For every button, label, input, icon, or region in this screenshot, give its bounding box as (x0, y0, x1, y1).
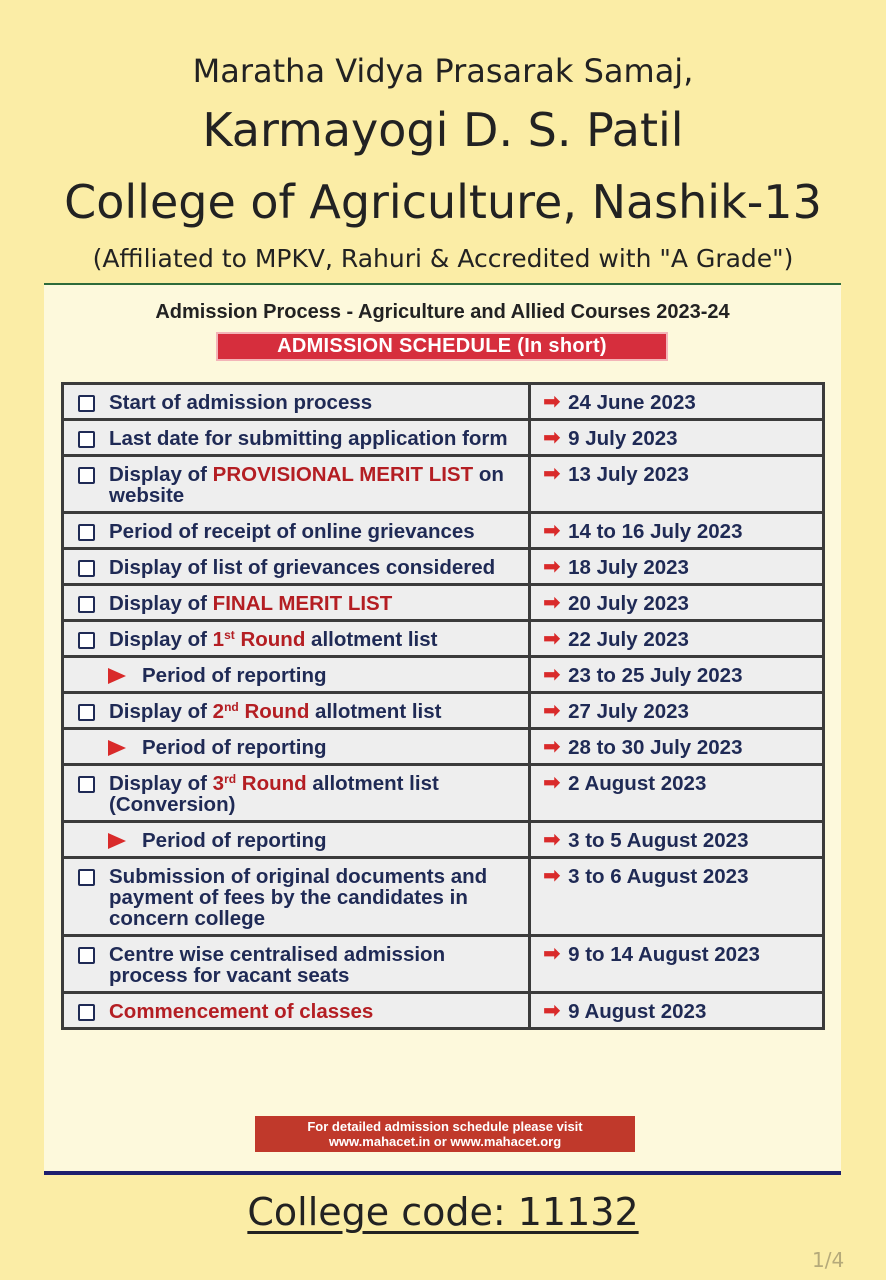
table-row (63, 420, 824, 456)
table-row (63, 621, 824, 657)
poster-title: Admission Process - Agriculture and Allied Courses 2023-24 (155, 301, 730, 323)
event-date: 3 to 6 August 2023 (568, 865, 749, 888)
arrow-icon: ➡ (543, 829, 561, 851)
event-date: 20 July 2023 (568, 592, 689, 615)
event-label: Last date for submitting application form (109, 427, 508, 450)
org-name: Maratha Vidya Prasarak Samaj, (192, 52, 694, 90)
checkbox-icon (78, 560, 95, 577)
table-row (63, 456, 824, 513)
arrow-icon: ➡ (543, 427, 561, 449)
event-label: Start of admission process (109, 391, 373, 414)
event-date: 13 July 2023 (568, 463, 689, 486)
event-date: 2 August 2023 (568, 772, 707, 795)
table-row (63, 936, 824, 993)
pointer-icon (108, 668, 126, 684)
checkbox-icon (78, 596, 95, 613)
event-date: 18 July 2023 (568, 556, 689, 579)
event-label: Display of FINAL MERIT LIST (109, 592, 393, 615)
schedule-table (61, 382, 825, 1030)
website-note-line1: For detailed admission schedule please visit (307, 1119, 583, 1134)
table-row (63, 657, 824, 693)
event-date: 22 July 2023 (568, 628, 689, 651)
arrow-icon: ➡ (543, 1000, 561, 1022)
college-name-line2: College of Agriculture, Nashik-13 (64, 175, 822, 229)
event-date: 9 August 2023 (568, 1000, 707, 1023)
arrow-icon: ➡ (543, 391, 561, 413)
checkbox-icon (78, 632, 95, 649)
schedule-badge: ADMISSION SCHEDULE (In short) (216, 332, 668, 361)
event-label: Display of 1st Round allotment list (109, 628, 438, 651)
arrow-icon: ➡ (543, 736, 561, 758)
event-label: Period of receipt of online grievances (109, 520, 475, 543)
website-note-line2: www.mahacet.in or www.mahacet.org (328, 1134, 562, 1149)
checkbox-icon (78, 869, 95, 886)
table-row (63, 549, 824, 585)
admission-poster (44, 283, 841, 1175)
table-row (63, 729, 824, 765)
checkbox-icon (78, 947, 95, 964)
arrow-icon: ➡ (543, 592, 561, 614)
table-row (63, 384, 824, 420)
page-indicator: 1/4 (812, 1248, 845, 1272)
event-label: Display of PROVISIONAL MERIT LIST on website (109, 463, 504, 507)
arrow-icon: ➡ (543, 556, 561, 578)
checkbox-icon (78, 467, 95, 484)
checkbox-icon (78, 704, 95, 721)
pointer-icon (108, 740, 126, 756)
event-label: Display of list of grievances considered (109, 556, 496, 579)
checkbox-icon (78, 395, 95, 412)
event-date: 24 June 2023 (568, 391, 696, 414)
affiliation-text: (Affiliated to MPKV, Rahuri & Accredited with "A Grade") (92, 244, 794, 273)
event-label: Period of reporting (142, 736, 327, 759)
event-date: 27 July 2023 (568, 700, 689, 723)
table-row (63, 693, 824, 729)
arrow-icon: ➡ (543, 700, 561, 722)
event-label: Commencement of classes (109, 1000, 374, 1023)
event-date: 9 to 14 August 2023 (568, 943, 760, 966)
event-label: Period of reporting (142, 829, 327, 852)
arrow-icon: ➡ (543, 772, 561, 794)
college-name-line1: Karmayogi D. S. Patil (202, 103, 684, 157)
arrow-icon: ➡ (543, 664, 561, 686)
college-code: College code: 11132 (247, 1190, 639, 1234)
event-label: Display of 2nd Round allotment list (109, 700, 442, 723)
table-row (63, 822, 824, 858)
event-date: 9 July 2023 (568, 427, 678, 450)
checkbox-icon (78, 1004, 95, 1021)
pointer-icon (108, 833, 126, 849)
arrow-icon: ➡ (543, 463, 561, 485)
arrow-icon: ➡ (543, 520, 561, 542)
website-note (255, 1116, 635, 1152)
table-row (63, 765, 824, 822)
arrow-icon: ➡ (543, 628, 561, 650)
event-label: Centre wise centralised admission process for vacant seats (109, 943, 446, 987)
event-label: Submission of original documents and payment of fees by the candidates in concern college (109, 865, 488, 930)
event-label: Period of reporting (142, 664, 327, 687)
table-row (63, 858, 824, 936)
checkbox-icon (78, 776, 95, 793)
event-label: Display of 3rd Round allotment list (Conversion) (109, 772, 439, 816)
event-date: 23 to 25 July 2023 (568, 664, 743, 687)
table-row (63, 585, 824, 621)
event-date: 3 to 5 August 2023 (568, 829, 749, 852)
event-date: 28 to 30 July 2023 (568, 736, 743, 759)
arrow-icon: ➡ (543, 943, 561, 965)
arrow-icon: ➡ (543, 865, 561, 887)
checkbox-icon (78, 431, 95, 448)
event-date: 14 to 16 July 2023 (568, 520, 743, 543)
table-row (63, 993, 824, 1029)
table-row (63, 513, 824, 549)
checkbox-icon (78, 524, 95, 541)
